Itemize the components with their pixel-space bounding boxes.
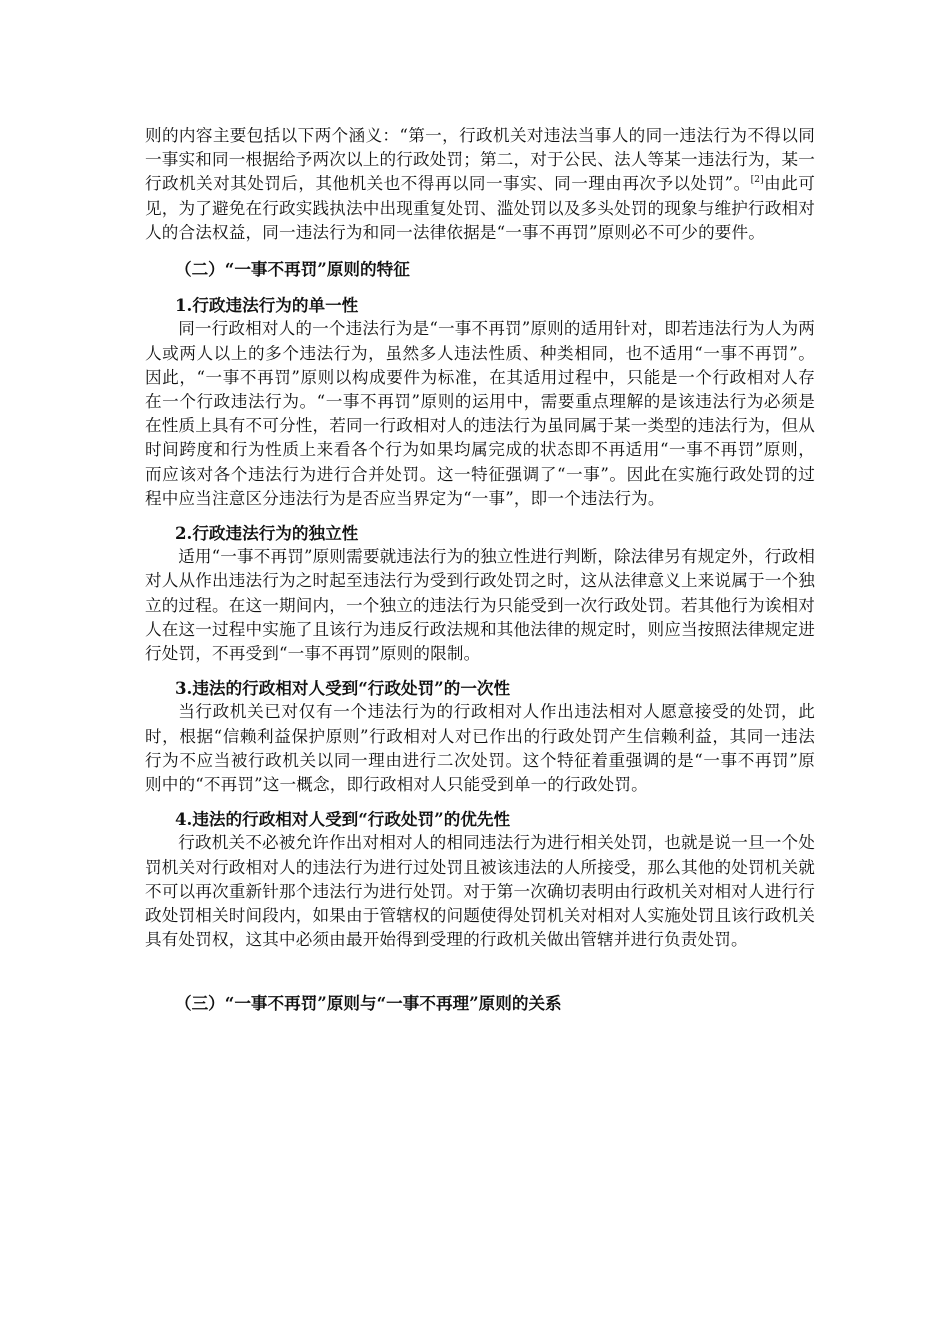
spacer: [145, 953, 815, 991]
spacer: [145, 511, 815, 521]
citation-marker: [2]: [750, 175, 764, 186]
intro-paragraph: [145, 124, 815, 245]
item-heading-singularity: 1.行政违法行为的单一性: [175, 295, 359, 316]
document-body: [145, 124, 815, 1015]
item-body-singularity: 同一行政相对人的一个违法行为是“一事不再罚”原则的适用针对，即若违法行为人为两人或两人以上的多个违法行为，虽然多人违法性质、种类相同，也不适用“一事不再罚”。因此，“一事不再罚”原则以构成要件为标准，在其适用过程中，只能是一个行政相对人存在一个行政违法行为。“一事不再罚”原则的运用中，需要重点理解的是该违法行为必须是在性质上具有不可分性，若同一行政相对人的违法行为虽同属于某一类型的违法行为，但从时间跨度和行为性质上来看各个行为如果均属完成的状态即不再适用“一事不再罚”原则，而应该对各个违法行为进行合并处罚。这一特征强调了“一事”。因此在实施行政处罚的过程中应当注意区分违法行为是否应当界定为“一事”，即一个违法行为。: [145, 319, 815, 508]
item-body-independence: 适用“一事不再罚”原则需要就违法行为的独立性进行判断，除法律另有规定外，行政相对人从作出违法行为之时起至违法行为受到行政处罚之时，这从法律意义上来说属于一个独立的过程。在这一期间内，一个独立的违法行为只能受到一次行政处罚。若其他行为诶相对人在这一过程中实施了且该行为违反行政法规和其他法律的规定时，则应当按照法律规定进行处罚，不再受到“一事不再罚”原则的限制。: [145, 547, 815, 664]
item-body-priority: 行政机关不必被允许作出对相对人的相同违法行为进行相关处罚，也就是说一旦一个处罚机关对行政相对人的违法行为进行过处罚且被该违法的人所接受，那么其他的处罚机关就不可以再次重新针那个违法行为进行处罚。对于第一次确切表明由行政机关对相对人进行行政处罚相关时间段内，如果由于管辖权的问题使得处罚机关对相对人实施处罚且该行政机关具有处罚权，这其中必须由最开始得到受理的行政机关做出管辖并进行负责处罚。: [145, 833, 815, 950]
spacer: [145, 666, 815, 676]
section-heading-relationship: （三）“一事不再罚”原则与“一事不再理”原则的关系: [175, 992, 562, 1013]
intro-text-part2: 由此可见，为了避免在行政实践执法中出现重复处罚、滥处罚以及多头处罚的现象与维护行政相对人的合法权益，同一违法行为和同一法律依据是“一事不再罚”原则必不可少的要件。: [145, 174, 815, 242]
spacer: [145, 797, 815, 807]
item-heading-independence: 2.行政违法行为的独立性: [175, 523, 359, 544]
item-heading-once: 3.违法的行政相对人受到“行政处罚”的一次性: [175, 678, 511, 699]
spacer: [145, 245, 815, 257]
spacer: [145, 281, 815, 293]
item-body-once: 当行政机关已对仅有一个违法行为的行政相对人作出违法相对人愿意接受的处罚，此时，根据“信赖利益保护原则”行政相对人对已作出的行政处罚产生信赖利益，其同一违法行为不应当被行政机关以同一理由进行二次处罚。这个特征着重强调的是“一事不再罚”原则中的“不再罚”这一概念，即行政相对人只能受到单一的行政处罚。: [145, 702, 815, 795]
section-heading-features: （二）“一事不再罚”原则的特征: [175, 259, 410, 280]
intro-text-part1: 则的内容主要包括以下两个涵义：“第一，行政机关对违法当事人的同一违法行为不得以同一事实和同一根据给予两次以上的行政处罚；第二，对于公民、法人等某一违法行为，某一行政机关对其处罚后，其他机关也不得再以同一事实、同一理由再次予以处罚”。: [145, 126, 815, 194]
item-heading-priority: 4.违法的行政相对人受到“行政处罚”的优先性: [175, 809, 511, 830]
